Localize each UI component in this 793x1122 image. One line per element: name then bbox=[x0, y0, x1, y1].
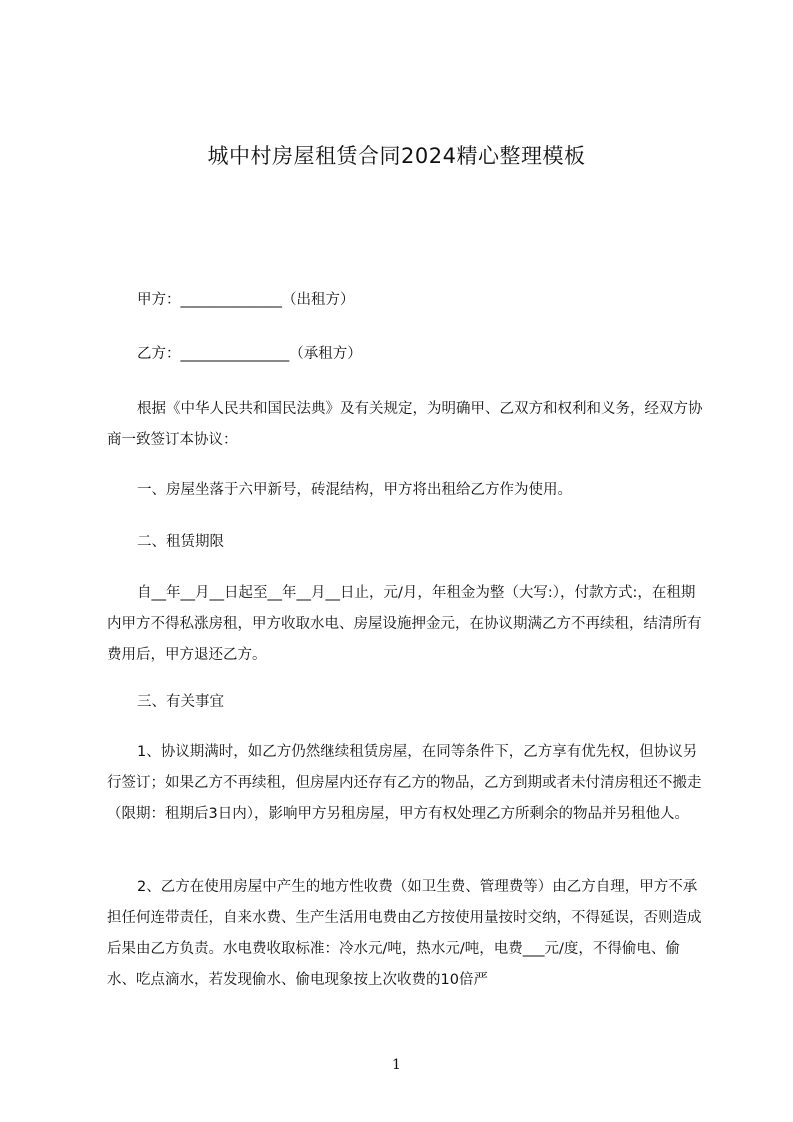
intro-paragraph: 根据《中华人民共和国民法典》及有关规定，为明确甲、乙双方和权利和义务，经双方协商一致签订本协议： bbox=[107, 401, 703, 448]
document-title: 城中村房屋租赁合同2024精心整理模板 bbox=[207, 144, 586, 168]
clause-3-item-1: 1、协议期满时，如乙方仍然继续租赁房屋，在同等条件下，乙方享有优先权，但协议另行签订；如果乙方不再续租，但房屋内还存有乙方的物品，乙方到期或者未付清房租还不搬走（限期：租期后3日内），影响甲方另租房屋，甲方有权处理乙方所剩余的物品并另租他人。 bbox=[107, 744, 702, 822]
clause-2-text: 自__年__月__日起至__年__月__日止，元/月，年租金为整（大写:），付款方式:，在租期内甲方不得私涨房租，甲方收取水电、房屋设施押金元，在协议期满乙方不再续租，结清所有费用后，甲方退还乙方。 bbox=[107, 585, 702, 663]
page-number: 1 bbox=[392, 1057, 401, 1073]
party-b-line: 乙方：_______________（承租方） bbox=[137, 346, 362, 362]
clause-3-heading: 三、有关事宜 bbox=[137, 694, 224, 710]
clause-2-heading: 二、租赁期限 bbox=[137, 534, 224, 550]
party-a-line: 甲方：______________（出租方） bbox=[137, 292, 355, 308]
clause-1: 一、房屋坐落于六甲新号，砖混结构，甲方将出租给乙方作为使用。 bbox=[137, 482, 572, 498]
clause-3-item-2: 2、乙方在使用房屋中产生的地方性收费（如卫生费、管理费等）由乙方自理，甲方不承担任何连带责任，自来水费、生产生活用电费由乙方按使用量按时交纳，不得延误，否则造成后果由乙方负责。水电费收取标准：冷水元/吨，热水元/吨，电费___元/度，不得偷电、偷水、吃点滴水，若发现偷水、偷电现象按上次收费的10倍严 bbox=[107, 879, 702, 988]
